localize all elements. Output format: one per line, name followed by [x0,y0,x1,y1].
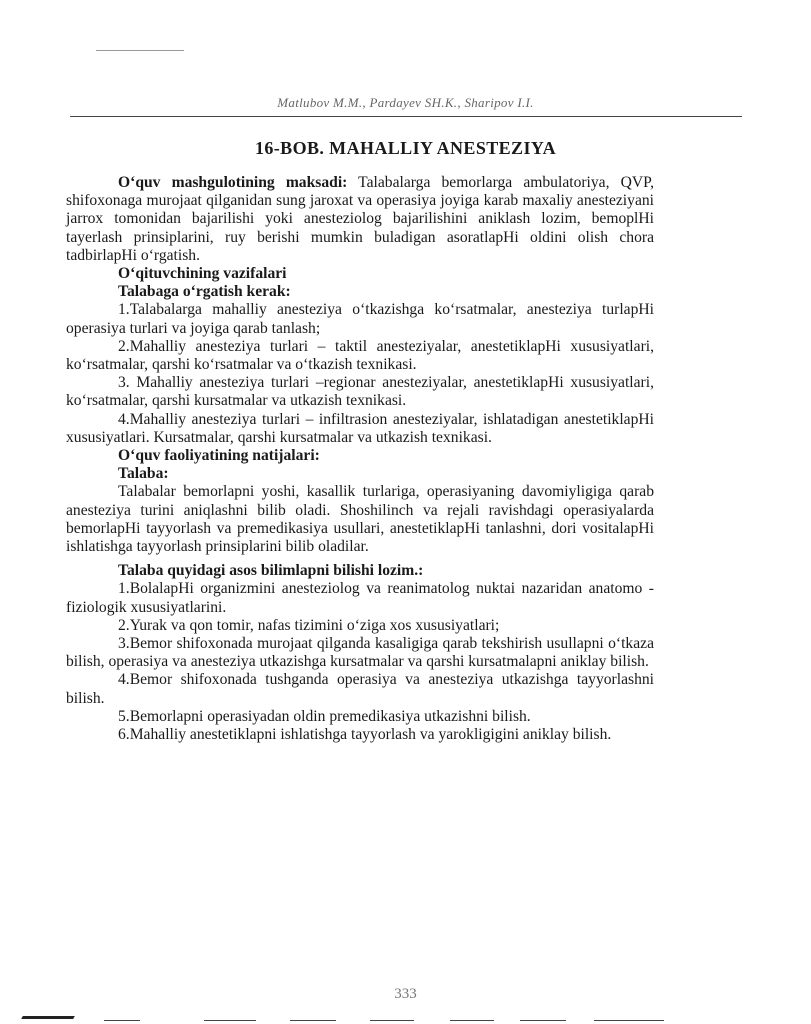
goal-label: O‘quv mashgulotining maksadi: [118,174,348,191]
scan-mark-bottom-left [21,1016,75,1019]
knowledge-item: 2.Yurak va qon tomir, nafas tizimini o‘ziga xos xususiyatlari; [118,616,500,634]
header-rule [70,116,742,117]
goal-paragraph [66,174,654,265]
knowledge-item: 4.Bemor shifoxonada tushganda operasiya va anesteziya utkazishga tayyorlashni bilish. [66,671,654,707]
student-paragraph: Talabalar bemorlapni yoshi, kasallik turlariga, operasiyaning davomiyligiga qarab anesteziya turini aniqlashni bilib oladi. Shoshilinch va rejali ravishdagi operasiyalarda bemorlapHi tayyorlash va premedikasiya usullari, anestetiklapHi tanlashni, dori vositalapHi ishlatishga tayyorlash prinsiplarini bilib oladilar. [66,483,654,556]
chapter-title: 16-BOB. MAHALLIY ANESTEZIYA [254,138,557,158]
teach-item: 3. Mahalliy anesteziya turlari –regionar anesteziyalar, anestetiklapHi xususiyatlari, ko‘rsatmalar, qarshi kursatmalar va utkazish texnikasi. [66,374,654,410]
scan-mark-bottom-2 [204,1020,256,1021]
page-number: 333 [394,986,417,1002]
student-heading: Talaba: [118,465,169,483]
scan-mark-bottom-5 [450,1020,494,1021]
scan-mark-bottom-6 [520,1020,566,1021]
teach-item: 4.Mahalliy anesteziya turlari – infiltrasion anesteziyalar, ishlatadigan anestetiklapHi xususiyatlari. Kursatmalar, qarshi kursatmalar va utkazish texnikasi. [66,410,654,446]
teach-item: 1.Talabalarga mahalliy anesteziya o‘tkazishga ko‘rsatmalar, anesteziya turlapHi operasiya turlari va joyiga qarab tanlash; [66,301,654,337]
scan-mark-bottom-3 [290,1020,336,1021]
knowledge-heading: Talaba quyidagi asos bilimlapni bilishi lozim.: [118,562,424,580]
knowledge-item: 5.Bemorlapni operasiyadan oldin premedikasiya utkazishni bilish. [118,707,531,725]
teach-heading: Talabaga o‘rgatish kerak: [118,283,291,301]
page-body [66,174,654,744]
scan-mark-bottom-7 [594,1020,664,1021]
scan-mark-bottom-1 [104,1020,140,1021]
scan-mark-bottom-4 [370,1020,414,1021]
results-heading: O‘quv faoliyatining natijalari: [118,447,320,465]
teach-item: 2.Mahalliy anesteziya turlari – taktil anesteziyalar, anestetiklapHi xususiyatlari, ko‘rsatmalar, qarshi ko‘rsatmalar va o‘tkazish texnikasi. [66,337,654,374]
teacher-tasks-heading: O‘qituvchining vazifalari [118,265,287,283]
goal-text: Talabalarga bemorlarga ambulatoriya, QVP, shifoxonaga murojaat qilganidan sung jaroxat va operasiya joyiga karab maxaliy anesteziyani jarrox tomonidan bajarilishi yoki anesteziolog bajarilishini aniklash lozim, bemoplHi tayerlash prinsiplarini, ruy berishi mumkin buladigan asoratlapHi oldini olish chora tadbirlapHi o‘rgatish. [66,174,654,264]
scan-mark-top [96,50,184,51]
knowledge-item: 3.Bemor shifoxonada murojaat qilganda kasaligiga qarab tekshirish usullapni o‘tkaza bilish, operasiya va anesteziya utkazishga kursatmalar va qarshi kursatmalapni aniklay bilish. [66,635,654,671]
knowledge-item: 6.Mahalliy anestetiklapni ishlatishga tayyorlash va yarokligigini aniklay bilish. [118,726,612,744]
knowledge-item: 1.BolalapHi organizmini anesteziolog va reanimatolog nuktai nazaridan anatomo - fiziologik xususiyatlarini. [66,580,654,616]
running-header: Matlubov M.M., Pardayev SH.K., Sharipov I.I. [277,95,534,110]
